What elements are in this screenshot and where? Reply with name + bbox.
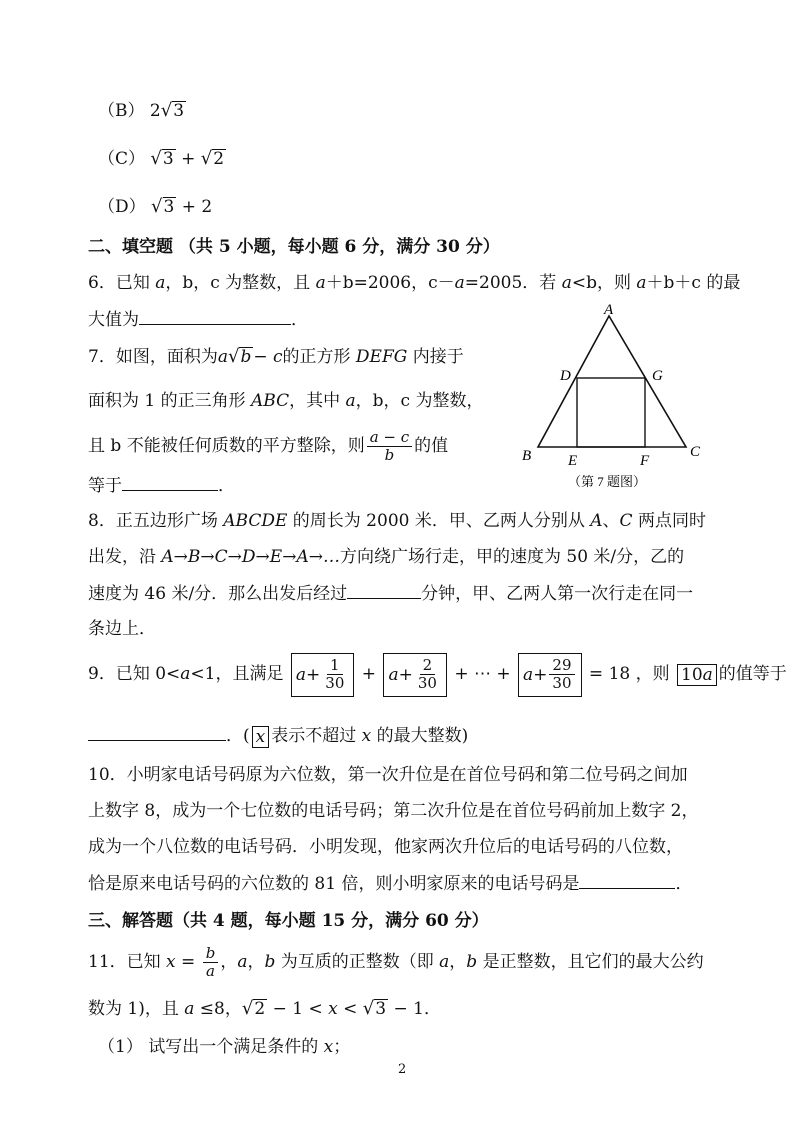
question-8-line-2: 出发，沿 A→B→C→D→E→A→…方向绕广场行走，甲的速度为 50 米/分，乙的 <box>88 547 685 567</box>
answer-blank[interactable] <box>579 872 675 889</box>
label-g: G <box>652 368 663 384</box>
question-10-line-4: 恰是原来电话号码的六位数的 81 倍，则小明家原来的电话号码是 ． <box>88 874 693 894</box>
question-7-line-1: 7．如图，面积为a√b − c的正方形 DEFG 内接于 <box>88 346 464 367</box>
question-7-line-4: 等于 ． <box>88 476 235 496</box>
answer-blank[interactable] <box>139 308 291 325</box>
floor-bracket: a + $\frac{1}{30}$ <box>291 653 354 697</box>
question-9-line-1: 9．已知 0<a<1，且满足 a + $\frac{1}{30}$ + a + $\frac{2}{30}$ + ⋯ + a + $\frac{29}{30}$ = 18 ，则 10 a 的值等于 <box>88 652 787 696</box>
answer-blank[interactable] <box>347 582 421 599</box>
label-d: D <box>560 368 571 384</box>
question-8-line-4: 条边上． <box>88 619 156 639</box>
question-7-line-3: 且 b 不能被任何质数的平方整除，则 $\frac{a - c}{b}$ 的值 <box>88 428 449 464</box>
answer-blank[interactable] <box>88 724 226 741</box>
question-9-line-2: ．( x 表示不超过 x 的最大整数) <box>88 724 468 748</box>
page-number: 2 <box>398 1062 407 1077</box>
label-a: A <box>604 302 614 318</box>
question-6-line-2: 大值为 ． <box>88 310 308 330</box>
question-8-line-1: 8．正五边形广场 ABCDE 的周长为 2000 米．甲、乙两人分别从 A、C 两点同时 <box>88 511 706 531</box>
option-d: （D） √3 + 2 <box>98 196 213 217</box>
floor-bracket: 10 a <box>677 664 717 686</box>
sqrt-symbol: √ <box>160 100 173 121</box>
floor-bracket: a + $\frac{2}{30}$ <box>383 653 446 697</box>
question-11-line-2: 数为 1)，且 a ≤8，√2 − 1 < x < √3 − 1． <box>88 998 441 1019</box>
figure-caption: （第 7 题图） <box>568 474 647 489</box>
section-2-title: 二、填空题 （共 5 小题，每小题 6 分，满分 30 分） <box>88 237 500 257</box>
option-c: （C） √3 + √2 <box>98 148 225 169</box>
option-b: （B） 2√3 <box>98 100 185 121</box>
question-11-part-1: （1） 试写出一个满足条件的 x； <box>98 1037 351 1057</box>
fraction: $\frac{a - c}{b}$ <box>367 429 412 464</box>
square-defg <box>577 378 645 447</box>
floor-bracket: a + $\frac{29}{30}$ <box>518 653 581 697</box>
answer-blank[interactable] <box>122 474 218 491</box>
question-7-line-2: 面积为 1 的正三角形 ABC，其中 a，b，c 为整数， <box>88 391 484 411</box>
question-10-line-3: 成为一个八位数的电话号码．小明发现，他家两次升位后的电话号码的八位数， <box>88 837 683 857</box>
question-11-line-1: 11．已知 x = $\frac{b}{a}$ ，a，b 为互质的正整数（即 a，b 是正整数，且它们的最大公约 <box>88 944 704 980</box>
question-10-line-2: 上数字 8，成为一个七位数的电话号码；第二次升位是在首位号码前加上数字 2， <box>88 801 699 821</box>
section-3-title: 三、解答题（共 4 题，每小题 15 分，满分 60 分） <box>88 911 489 931</box>
label-b: B <box>522 448 532 464</box>
label-c: C <box>690 444 701 460</box>
triangle-square-figure <box>516 300 716 500</box>
question-6-line-1: 6．已知 a，b，c 为整数，且 a＋b=2006，c－a=2005．若 a<b，则 a＋b＋c 的最 <box>88 273 741 293</box>
question-8-line-3: 速度为 46 米/分．那么出发后经过 分钟，甲、乙两人第一次行走在同一 <box>88 584 694 604</box>
label-f: F <box>640 453 650 469</box>
label-e: E <box>568 453 578 469</box>
question-10-line-1: 10．小明家电话号码原为六位数，第一次升位是在首位号码和第二位号码之间加 <box>88 765 688 785</box>
